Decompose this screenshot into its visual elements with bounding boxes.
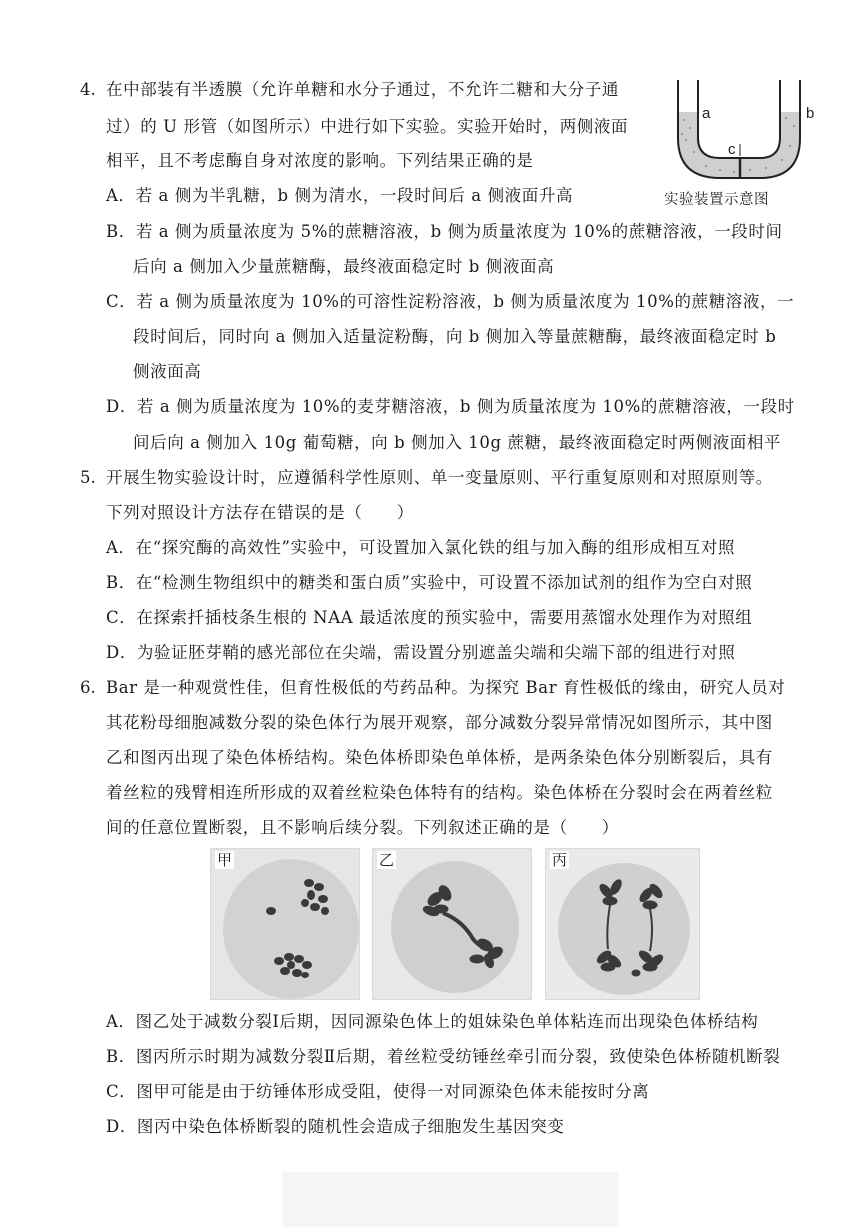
label-b: b xyxy=(806,105,815,122)
q6-stem-line-1: Bar 是一种观赏性佳，但育性极低的芍药品种。为探究 Bar 育性极低的缘由，研究人员对 xyxy=(106,678,786,697)
q4-option-a: A．若 a 侧为半乳糖，b 侧为清水，一段时间后 a 侧液面升高 xyxy=(106,186,574,205)
q5-option-a: A．在“探究酶的高效性”实验中，可设置加入氯化铁的组与加入酶的组形成相互对照 xyxy=(106,538,736,557)
figure-caption: 实验装置示意图 xyxy=(664,192,769,208)
q4-stem-line-1: 在中部装有半透膜（允许单糖和水分子通过，不允许二糖和大分子通 xyxy=(106,80,619,99)
q4-option-b-line-2: 后向 a 侧加入少量蔗糖酶，最终液面稳定时 b 侧液面高 xyxy=(133,257,555,276)
q4-option-d-line-1: D．若 a 侧为质量浓度为 10%的麦芽糖溶液，b 侧为质量浓度为 10%的蔗糖溶液，一段时 xyxy=(106,397,795,416)
q5-stem-line-1: 开展生物实验设计时，应遵循科学性原则、单一变量原则、平行重复原则和对照原则等。 xyxy=(106,468,773,487)
q6-option-c: C．图甲可能是由于纺锤体形成受阻，使得一对同源染色体未能按时分离 xyxy=(106,1082,650,1101)
q4-number: 4. xyxy=(80,80,96,99)
q4-stem-line-2: 过）的 U 形管（如图所示）中进行如下实验。实验开始时，两侧液面 xyxy=(106,117,629,136)
q6-stem-line-4: 着丝粒的残臂相连所形成的双着丝粒染色体特有的结构。染色体桥在分裂时会在两着丝粒 xyxy=(106,783,773,802)
figure-bing-label: 丙 xyxy=(552,851,568,869)
q5-number: 5. xyxy=(80,468,96,487)
q6-stem-line-5: 间的任意位置断裂，且不影响后续分裂。下列叙述正确的是（ ） xyxy=(106,818,619,837)
figure-bing xyxy=(545,848,700,1000)
q4-option-c-line-1: C．若 a 侧为质量浓度为 10%的可溶性淀粉溶液，b 侧为质量浓度为 10%的蔗糖溶液，一 xyxy=(106,292,795,311)
figure-jia-label: 甲 xyxy=(217,851,233,869)
label-c: c xyxy=(728,141,736,158)
figure-yi-label: 乙 xyxy=(379,851,395,869)
q4-option-b-line-1: B．若 a 侧为质量浓度为 5%的蔗糖溶液，b 侧为质量浓度为 10%的蔗糖溶液，一段时间 xyxy=(106,222,783,241)
q4-option-d-line-2: 间后向 a 侧加入 10g 葡萄糖，向 b 侧加入 10g 蔗糖，最终液面稳定时两侧液面相平 xyxy=(133,433,782,452)
q4-stem-line-3: 相平，且不考虑酶自身对浓度的影响。下列结果正确的是 xyxy=(106,151,534,170)
q4-option-c-line-2: 段时间后，同时向 a 侧加入适量淀粉酶，向 b 侧加入等量蔗糖酶，最终液面稳定时 b xyxy=(133,327,777,346)
q6-stem-line-3: 乙和图丙出现了染色体桥结构。染色体桥即染色单体桥，是两条染色体分别断裂后，具有 xyxy=(106,748,773,767)
q6-stem-line-2: 其花粉母细胞减数分裂的染色体行为展开观察，部分减数分裂异常情况如图所示，其中图 xyxy=(106,713,773,732)
page-footer-shade xyxy=(282,1172,618,1227)
q5-option-c: C．在探索扦插枝条生根的 NAA 最适浓度的预实验中，需要用蒸馏水处理作为对照组 xyxy=(106,608,753,627)
cell-image-jia xyxy=(211,849,359,999)
q6-option-a: A．图乙处于减数分裂Ⅰ后期，因同源染色体上的姐妹染色单体粘连而出现染色体桥结构 xyxy=(106,1012,759,1031)
figure-jia xyxy=(210,848,360,1000)
q5-stem-line-2: 下列对照设计方法存在错误的是（ ） xyxy=(106,503,414,522)
cell-image-bing xyxy=(546,849,699,999)
q6-number: 6. xyxy=(80,678,96,697)
q5-option-b: B．在“检测生物组织中的糖类和蛋白质”实验中，可设置不添加试剂的组作为空白对照 xyxy=(106,573,753,592)
q6-option-d: D．图丙中染色体桥断裂的随机性会造成子细胞发生基因突变 xyxy=(106,1117,565,1136)
q5-option-d: D．为验证胚芽鞘的感光部位在尖端，需设置分别遮盖尖端和尖端下部的组进行对照 xyxy=(106,643,736,662)
q6-option-b: B．图丙所示时期为减数分裂Ⅱ后期，着丝粒受纺锤丝牵引而分裂，致使染色体桥随机断裂 xyxy=(106,1047,781,1066)
label-a: a xyxy=(702,105,711,122)
q4-option-c-line-3: 侧液面高 xyxy=(133,362,202,381)
figure-yi xyxy=(372,848,532,1000)
cell-image-yi xyxy=(373,849,531,999)
